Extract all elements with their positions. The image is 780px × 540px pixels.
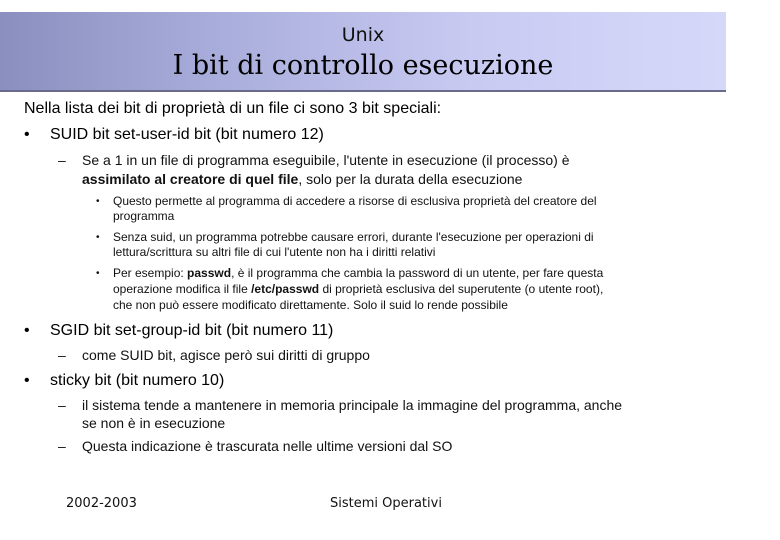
header-divider xyxy=(0,90,726,92)
suid-sub1-line1: Questo permette al programma di accedere a risorse di esclusiva proprietà del creatore del xyxy=(113,194,597,208)
dash-icon: – xyxy=(58,152,66,168)
suid-desc-bold: assimilato al creatore di quel file xyxy=(82,171,299,187)
suid-desc-rest: , solo per la durata della esecuzione xyxy=(298,171,523,187)
suid-sub2-line1: Senza suid, un programma potrebbe causare errori, durante l'esecuzione per operazioni di xyxy=(113,230,594,244)
suid-sub1-line2: programma xyxy=(113,209,175,223)
sgid-desc: come SUID bit, agisce però sui diritti di gruppo xyxy=(82,347,370,363)
dash-icon: – xyxy=(58,397,66,413)
suid-sub3b-post: di proprietà esclusiva del superutente (o utente root), xyxy=(319,282,604,296)
dash-icon: – xyxy=(58,347,66,363)
intro-text: Nella lista dei bit di proprietà di un file ci sono 3 bit speciali: xyxy=(24,100,442,117)
etc-passwd-path: /etc/passwd xyxy=(251,282,320,296)
passwd-command: passwd xyxy=(187,266,232,280)
sticky-label: sticky bit (bit numero 10) xyxy=(50,372,225,389)
suid-sub3b-pre: operazione modifica il file xyxy=(113,282,252,296)
bullet-icon: • xyxy=(96,268,100,279)
suid-sub2-line2: lettura/scrittura su altri file di cui l'utente non ha i diritti relativi xyxy=(113,245,436,259)
slide-title: I bit di controllo esecuzione xyxy=(172,50,554,81)
suid-desc-line2 xyxy=(82,171,522,187)
suid-sub3-line2 xyxy=(113,282,603,296)
suid-sub3-line1 xyxy=(113,266,603,280)
sticky-desc1-line2: se non è in esecuzione xyxy=(82,415,226,431)
suid-sub3-post: , è il programma che cambia la password di un utente, per fare questa xyxy=(231,266,604,280)
footer-year: 2002-2003 xyxy=(66,496,137,511)
suid-desc-line1: Se a 1 in un file di programma eseguibile, l'utente in esecuzione (il processo) è xyxy=(82,152,570,168)
suid-label: SUID bit set-user-id bit (bit numero 12) xyxy=(50,126,324,143)
bullet-icon: • xyxy=(96,232,100,243)
bullet-icon: • xyxy=(24,372,30,389)
dash-icon: – xyxy=(58,438,66,454)
bullet-icon: • xyxy=(24,322,30,339)
slide-header xyxy=(0,12,726,90)
sticky-desc1-line1: il sistema tende a mantenere in memoria principale la immagine del programma, anche xyxy=(82,397,623,413)
suid-sub3-line3: che non può essere modificato direttamente. Solo il suid lo rende possibile xyxy=(113,298,508,312)
bullet-icon: • xyxy=(24,126,30,143)
header-subtitle: Unix xyxy=(341,24,385,46)
suid-sub3-pre: Per esempio: xyxy=(113,266,188,280)
sgid-label: SGID bit set-group-id bit (bit numero 11) xyxy=(50,322,334,339)
footer-course: Sistemi Operativi xyxy=(330,496,442,511)
sticky-desc2: Questa indicazione è trascurata nelle ultime versioni dal SO xyxy=(82,438,453,454)
bullet-icon: • xyxy=(96,196,100,207)
